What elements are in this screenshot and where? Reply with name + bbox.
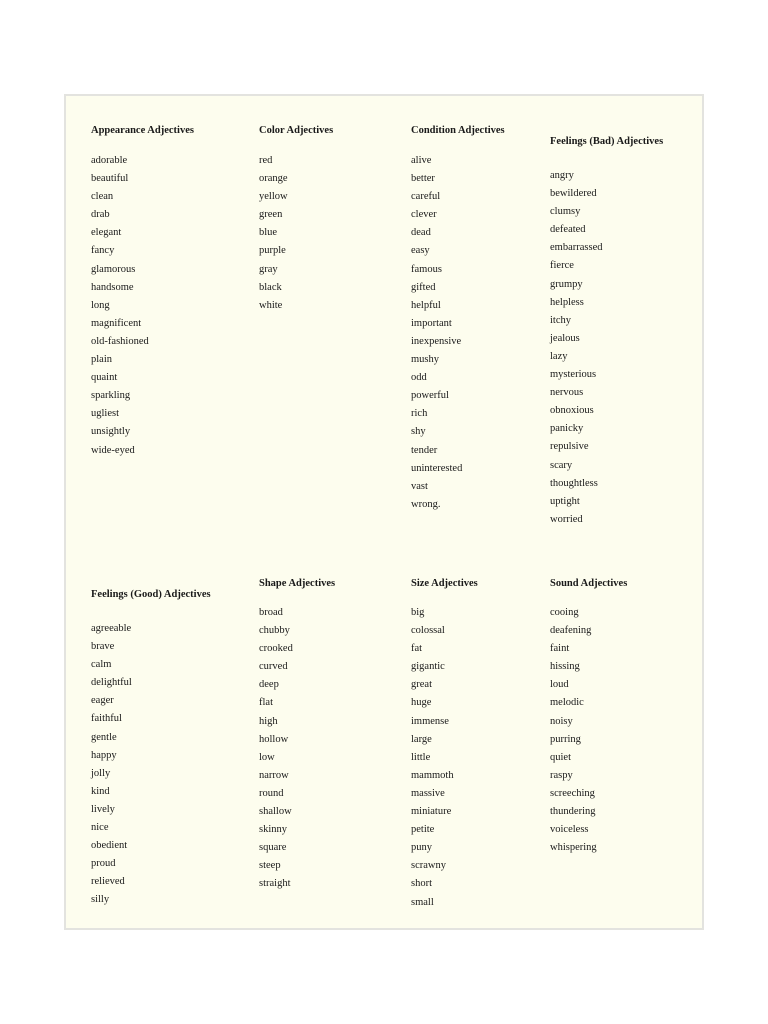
word-item: low [259,751,275,763]
word-item: odd [411,372,427,384]
word-item: gentle [91,731,117,743]
word-item: mysterious [550,369,597,381]
word-item: drab [91,209,110,221]
word-item: itchy [550,314,571,326]
word-item: important [411,317,452,329]
section-color [259,124,333,315]
word-item: inexpensive [411,335,462,347]
word-item: calm [91,659,112,671]
word-item: repulsive [550,441,589,453]
word-item: shallow [259,806,292,818]
word-item: quiet [550,751,571,763]
word-item: uptight [550,495,580,507]
word-item: nice [91,822,109,834]
word-item: long [91,299,110,311]
word-item: obedient [91,840,128,852]
word-item: clumsy [550,206,581,218]
word-item: hollow [259,733,289,745]
word-item: fat [411,643,423,655]
word-item: agreeable [91,623,132,634]
word-item: rich [411,408,428,420]
section-title: Size Adjectives [411,578,478,589]
word-item: high [259,715,278,727]
word-item: scrawny [411,860,446,872]
word-list [411,152,505,514]
section-shape [259,577,335,894]
word-list [91,620,211,910]
word-item: sparkling [91,390,131,402]
word-item: fierce [550,260,574,272]
word-item: gray [259,263,278,275]
word-item: big [411,607,425,618]
word-item: straight [259,878,291,890]
section-title: Condition Adjectives [411,125,505,136]
word-item: crooked [259,643,293,655]
word-item: lazy [550,350,568,362]
word-item: short [411,878,432,890]
word-item: gigantic [411,661,445,673]
word-item: flat [259,697,273,709]
word-item: chubby [259,625,290,637]
word-list [550,604,627,857]
word-item: bewildered [550,188,597,200]
section-feelings-good [91,588,211,910]
section-title: Shape Adjectives [259,578,336,589]
word-item: magnificent [91,317,142,329]
word-item: jolly [91,767,111,779]
word-item: silly [91,894,110,906]
word-item: white [259,299,283,311]
word-item: nervous [550,387,584,399]
word-item: faithful [91,713,122,725]
word-item: large [411,733,432,745]
word-item: embarrassed [550,242,603,254]
word-item: beautiful [91,173,129,185]
word-list [259,152,333,315]
word-item: scary [550,459,573,471]
word-item: worried [550,513,583,525]
word-item: little [411,751,431,763]
word-item: colossal [411,625,445,637]
word-item: voiceless [550,824,589,836]
word-item: ugliest [91,408,119,420]
word-item: easy [411,245,430,257]
word-item: broad [259,607,283,618]
word-item: deep [259,679,279,691]
word-list [91,152,194,460]
section-title: Sound Adjectives [550,578,628,589]
word-item: deafening [550,625,592,637]
section-title: Color Adjectives [259,125,334,136]
word-item: purring [550,733,581,745]
word-item: mammoth [411,769,454,781]
word-item: hissing [550,661,580,673]
word-item: blue [259,227,278,239]
word-item: defeated [550,224,586,236]
word-item: faint [550,643,570,655]
word-item: yellow [259,191,288,203]
word-item: brave [91,641,115,653]
word-item: orange [259,173,288,185]
word-item: helpful [411,299,441,311]
word-item: purple [259,245,286,257]
word-item: massive [411,787,445,799]
word-list [411,604,478,912]
word-item: square [259,842,287,854]
word-item: black [259,281,282,293]
word-list [550,167,663,529]
word-item: fancy [91,245,115,257]
word-item: raspy [550,769,573,781]
section-title: Feelings (Bad) Adjectives [550,136,664,147]
word-item: gifted [411,281,436,293]
section-title: Appearance Adjectives [91,125,194,136]
word-item: clean [91,191,114,203]
word-item: tender [411,444,438,456]
word-item: unsightly [91,426,131,438]
word-item: clever [411,209,437,221]
word-item: puny [411,842,432,854]
word-item: eager [91,695,114,707]
word-item: dead [411,227,431,239]
word-item: immense [411,715,449,727]
word-item: helpless [550,296,584,308]
word-item: noisy [550,715,573,727]
word-item: screeching [550,787,595,799]
word-item: glamorous [91,263,136,275]
section-condition [411,124,505,514]
word-item: elegant [91,227,122,239]
word-item: mushy [411,354,440,366]
word-item: loud [550,679,569,691]
word-item: famous [411,263,442,275]
word-item: grumpy [550,278,583,290]
word-item: petite [411,824,435,836]
word-item: angry [550,170,574,181]
section-title: Feelings (Good) Adjectives [91,589,211,600]
word-item: huge [411,697,432,709]
word-list [259,604,335,894]
word-item: melodic [550,697,584,709]
word-item: narrow [259,769,289,781]
section-size [411,577,478,912]
word-item: jealous [550,332,580,344]
word-item: better [411,173,435,185]
word-item: steep [259,860,281,872]
word-item: uninterested [411,462,463,474]
word-item: wrong. [411,498,441,510]
word-item: green [259,209,283,221]
word-item: alive [411,155,432,166]
word-item: round [259,787,284,799]
word-item: vast [411,480,428,492]
word-item: skinny [259,824,288,836]
section-sound [550,577,627,857]
adjectives-panel [64,94,704,930]
word-item: delightful [91,677,132,689]
word-item: powerful [411,390,449,402]
word-item: old-fashioned [91,335,149,347]
word-item: great [411,679,432,691]
word-item: plain [91,354,112,366]
word-item: kind [91,785,110,797]
word-item: red [259,155,273,166]
word-item: shy [411,426,426,438]
word-item: relieved [91,876,125,888]
word-item: obnoxious [550,405,594,417]
word-item: wide-eyed [91,444,135,456]
word-item: handsome [91,281,134,293]
word-item: thundering [550,806,596,818]
word-item: thoughtless [550,477,598,489]
section-feelings-bad [550,135,663,529]
word-item: miniature [411,806,452,818]
word-item: small [411,896,434,908]
word-item: whispering [550,842,597,854]
word-item: careful [411,191,441,203]
word-item: happy [91,749,117,761]
word-item: adorable [91,155,128,166]
word-item: lively [91,803,115,815]
word-item: cooing [550,607,579,618]
word-item: curved [259,661,288,673]
section-appearance [91,124,194,460]
word-item: proud [91,858,116,870]
word-item: panicky [550,423,584,435]
word-item: quaint [91,372,118,384]
